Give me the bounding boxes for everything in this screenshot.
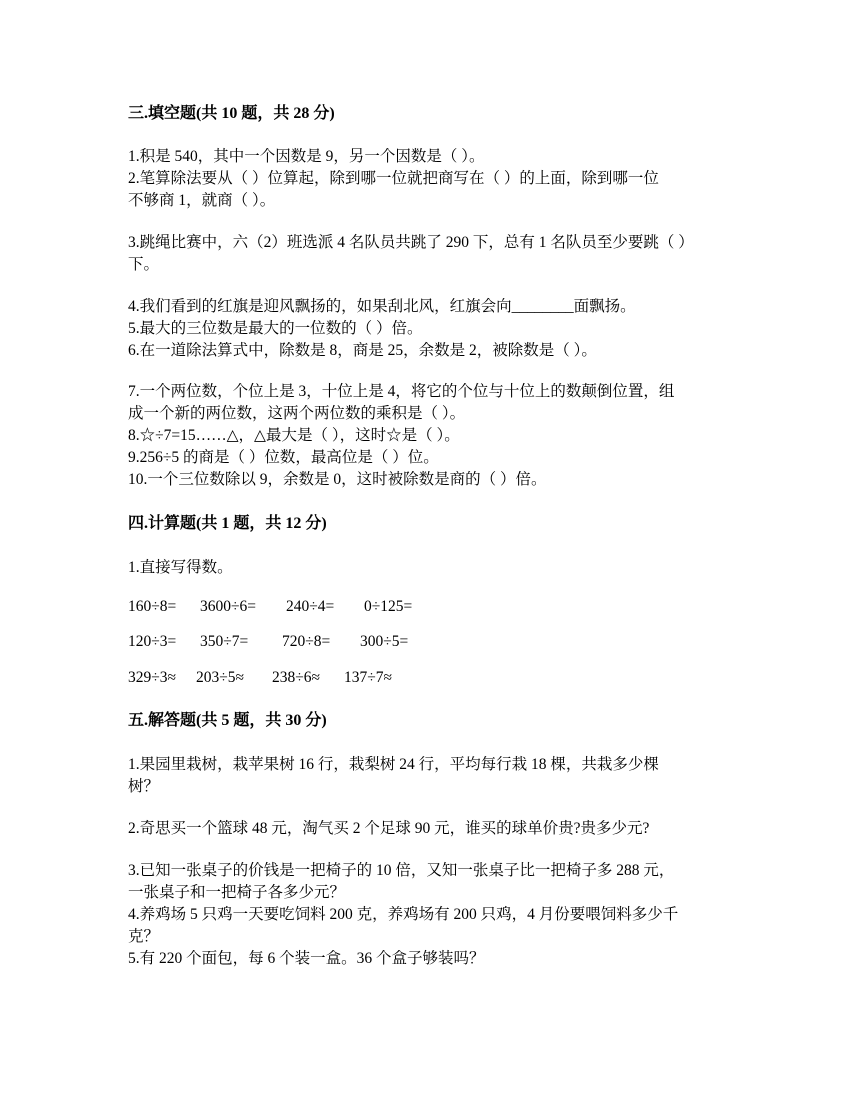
calc-item: 238÷6≈: [272, 669, 321, 686]
fill-question-3-line-2: 下。: [128, 256, 160, 273]
fill-question-2-line-1: 2.笔算除法要从（ ）位算起，除到哪一位就把商写在（ ）的上面，除到哪一位: [128, 170, 659, 187]
section-4-heading: 四.计算题(共 1 题，共 12 分): [128, 515, 327, 532]
fill-question-8: 8.☆÷7=15……△，△最大是（ ），这时☆是（ ）。: [128, 427, 460, 444]
solve-question-4-line-2: 克？: [128, 928, 160, 945]
fill-question-10: 10.一个三位数除以 9，余数是 0，这时被除数是商的（ ）倍。: [128, 471, 547, 488]
solve-question-5: 5.有 220 个面包，每 6 个装一盒。36 个盒子够装吗？: [128, 950, 485, 967]
calc-item: 203÷5≈: [196, 669, 245, 686]
fill-question-1: 1.积是 540，其中一个因数是 9，另一个因数是（ ）。: [128, 148, 485, 165]
calc-row-1: [128, 596, 412, 618]
section-5-heading: 五.解答题(共 5 题，共 30 分): [128, 712, 327, 729]
calc-item: 160÷8=: [128, 598, 177, 615]
fill-question-2-line-2: 不够商 1，就商（ ）。: [128, 192, 276, 209]
solve-question-1-line-1: 1.果园里栽树，栽苹果树 16 行，栽梨树 24 行，平均每行栽 18 棵，共栽多少棵: [128, 756, 659, 773]
calc-item: 300÷5=: [360, 633, 409, 650]
section-3-heading: 三.填空题(共 10 题，共 28 分): [128, 105, 335, 122]
fill-question-6: 6.在一道除法算式中，除数是 8，商是 25，余数是 2，被除数是（ ）。: [128, 342, 597, 359]
calc-question-1: 1.直接写得数。: [128, 559, 233, 576]
calc-item: 120÷3=: [128, 633, 177, 650]
solve-question-2: 2.奇思买一个篮球 48 元，淘气买 2 个足球 90 元，谁买的球单价贵?贵多少元?: [128, 820, 650, 837]
calc-item: 240÷4=: [286, 598, 335, 615]
calc-item: 0÷125=: [364, 598, 413, 615]
calc-row-3: [128, 667, 392, 689]
calc-item: 329÷3≈: [128, 669, 177, 686]
calc-item: 137÷7≈: [344, 669, 393, 686]
calc-item: 350÷7=: [200, 633, 249, 650]
fill-question-9: 9.256÷5 的商是（ ）位数，最高位是（ ）位。: [128, 449, 439, 466]
solve-question-1-line-2: 树？: [128, 778, 160, 795]
calc-item: 720÷8=: [282, 633, 331, 650]
calc-row-2: [128, 631, 408, 653]
solve-question-4-line-1: 4.养鸡场 5 只鸡一天要吃饲料 200 克，养鸡场有 200 只鸡，4 月份要喂饲料多少千: [128, 906, 679, 923]
fill-question-4: 4.我们看到的红旗是迎风飘扬的，如果刮北风，红旗会向________面飘扬。: [128, 298, 636, 315]
solve-question-3-line-1: 3.已知一张桌子的价钱是一把椅子的 10 倍，又知一张桌子比一把椅子多 288 元，: [128, 862, 675, 879]
fill-question-7-line-2: 成一个新的两位数，这两个两位数的乘积是（ ）。: [128, 405, 466, 422]
solve-question-3-line-2: 一张桌子和一把椅子各多少元？: [128, 884, 346, 901]
fill-question-5: 5.最大的三位数是最大的一位数的（ ）倍。: [128, 320, 423, 337]
fill-question-3-line-1: 3.跳绳比赛中，六（2）班选派 4 名队员共跳了 290 下，总有 1 名队员至少要跳（ ）: [128, 234, 694, 251]
calc-item: 3600÷6=: [200, 598, 256, 615]
fill-question-7-line-1: 7.一个两位数，个位上是 3，十位上是 4，将它的个位与十位上的数颠倒位置，组: [128, 383, 675, 400]
